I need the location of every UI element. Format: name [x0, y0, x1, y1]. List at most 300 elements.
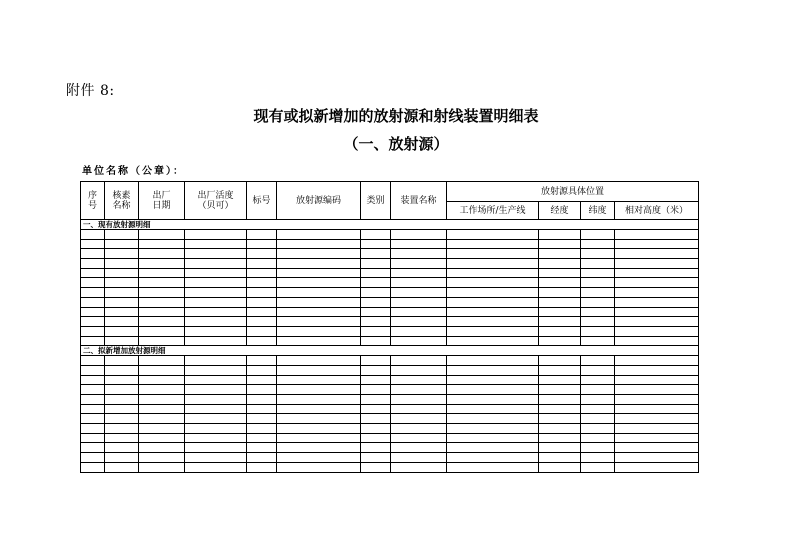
table-cell[interactable]: [277, 414, 361, 424]
table-cell[interactable]: [391, 414, 447, 424]
table-cell[interactable]: [185, 404, 247, 414]
table-cell[interactable]: [361, 443, 391, 453]
table-cell[interactable]: [185, 317, 247, 327]
table-cell[interactable]: [539, 297, 581, 307]
table-cell[interactable]: [247, 375, 277, 385]
table-cell[interactable]: [615, 356, 699, 366]
table-cell[interactable]: [361, 336, 391, 346]
table-cell[interactable]: [391, 278, 447, 288]
table-cell[interactable]: [615, 424, 699, 434]
table-cell[interactable]: [139, 307, 185, 317]
table-cell[interactable]: [277, 404, 361, 414]
table-cell[interactable]: [247, 395, 277, 405]
table-cell[interactable]: [247, 433, 277, 443]
table-cell[interactable]: [539, 230, 581, 240]
table-cell[interactable]: [81, 424, 105, 434]
table-cell[interactable]: [539, 453, 581, 463]
table-cell[interactable]: [81, 385, 105, 395]
table-cell[interactable]: [105, 395, 139, 405]
table-cell[interactable]: [139, 278, 185, 288]
table-cell[interactable]: [447, 259, 539, 269]
table-cell[interactable]: [277, 268, 361, 278]
table-cell[interactable]: [247, 297, 277, 307]
table-row: [81, 297, 699, 307]
table-cell[interactable]: [447, 385, 539, 395]
table-cell[interactable]: [105, 336, 139, 346]
table-cell[interactable]: [539, 462, 581, 472]
table-cell[interactable]: [105, 385, 139, 395]
table-cell[interactable]: [391, 395, 447, 405]
table-cell[interactable]: [447, 395, 539, 405]
table-cell[interactable]: [581, 404, 615, 414]
table-cell[interactable]: [81, 317, 105, 327]
table-cell[interactable]: [391, 239, 447, 249]
table-cell[interactable]: [539, 326, 581, 336]
table-cell[interactable]: [391, 230, 447, 240]
table-cell[interactable]: [139, 453, 185, 463]
table-cell[interactable]: [105, 462, 139, 472]
table-cell[interactable]: [447, 317, 539, 327]
table-cell[interactable]: [81, 297, 105, 307]
table-cell[interactable]: [105, 414, 139, 424]
table-cell[interactable]: [361, 365, 391, 375]
table-cell[interactable]: [81, 278, 105, 288]
table-cell[interactable]: [247, 336, 277, 346]
table-cell[interactable]: [447, 365, 539, 375]
table-cell[interactable]: [247, 414, 277, 424]
table-cell[interactable]: [81, 365, 105, 375]
table-cell[interactable]: [139, 326, 185, 336]
table-cell[interactable]: [539, 268, 581, 278]
table-cell[interactable]: [277, 278, 361, 288]
table-cell[interactable]: [391, 385, 447, 395]
table-cell[interactable]: [539, 307, 581, 317]
table-cell[interactable]: [581, 356, 615, 366]
table-cell[interactable]: [581, 365, 615, 375]
table-cell[interactable]: [81, 230, 105, 240]
table-cell[interactable]: [361, 395, 391, 405]
table-cell[interactable]: [615, 307, 699, 317]
table-cell[interactable]: [185, 375, 247, 385]
table-cell[interactable]: [247, 249, 277, 259]
table-cell[interactable]: [139, 336, 185, 346]
table-cell[interactable]: [581, 385, 615, 395]
table-cell[interactable]: [361, 326, 391, 336]
table-cell[interactable]: [277, 356, 361, 366]
table-cell[interactable]: [391, 288, 447, 298]
table-cell[interactable]: [277, 453, 361, 463]
page-subtitle: （一、放射源）: [343, 135, 449, 153]
table-cell[interactable]: [391, 404, 447, 414]
table-cell[interactable]: [615, 336, 699, 346]
table-cell[interactable]: [361, 375, 391, 385]
table-cell[interactable]: [105, 259, 139, 269]
table-cell[interactable]: [81, 288, 105, 298]
table-cell[interactable]: [615, 385, 699, 395]
table-cell[interactable]: [581, 317, 615, 327]
table-cell[interactable]: [105, 278, 139, 288]
table-cell[interactable]: [139, 297, 185, 307]
table-cell[interactable]: [139, 462, 185, 472]
table-cell[interactable]: [447, 443, 539, 453]
table-cell[interactable]: [81, 453, 105, 463]
section-header-row: [81, 346, 699, 356]
table-cell[interactable]: [277, 297, 361, 307]
table-cell[interactable]: [139, 404, 185, 414]
table-cell[interactable]: [185, 259, 247, 269]
table-cell[interactable]: [391, 356, 447, 366]
table-cell[interactable]: [391, 307, 447, 317]
table-cell[interactable]: [247, 278, 277, 288]
table-row: [81, 424, 699, 434]
table-cell[interactable]: [615, 249, 699, 259]
table-cell[interactable]: [391, 336, 447, 346]
table-cell[interactable]: [277, 230, 361, 240]
table-cell[interactable]: [361, 424, 391, 434]
table-cell[interactable]: [391, 462, 447, 472]
table-cell[interactable]: [185, 249, 247, 259]
table-cell[interactable]: [391, 297, 447, 307]
table-cell[interactable]: [361, 462, 391, 472]
table-cell[interactable]: [139, 356, 185, 366]
table-cell[interactable]: [277, 336, 361, 346]
table-cell[interactable]: [581, 297, 615, 307]
table-row: [81, 326, 699, 336]
table-cell[interactable]: [615, 365, 699, 375]
table-cell[interactable]: [539, 375, 581, 385]
table-cell[interactable]: [185, 268, 247, 278]
table-cell[interactable]: [105, 433, 139, 443]
table-cell[interactable]: [139, 288, 185, 298]
table-cell[interactable]: [139, 230, 185, 240]
table-cell[interactable]: [447, 297, 539, 307]
table-cell[interactable]: [391, 365, 447, 375]
table-cell[interactable]: [391, 424, 447, 434]
table-cell[interactable]: [615, 453, 699, 463]
table-cell[interactable]: [185, 288, 247, 298]
table-cell[interactable]: [391, 433, 447, 443]
table-cell[interactable]: [185, 433, 247, 443]
table-cell[interactable]: [615, 462, 699, 472]
table-cell[interactable]: [105, 365, 139, 375]
table-cell[interactable]: [185, 230, 247, 240]
table-cell[interactable]: [539, 414, 581, 424]
table-cell[interactable]: [277, 259, 361, 269]
table-cell[interactable]: [81, 433, 105, 443]
table-cell[interactable]: [247, 239, 277, 249]
table-cell[interactable]: [391, 326, 447, 336]
table-cell[interactable]: [247, 462, 277, 472]
table-cell[interactable]: [81, 326, 105, 336]
table-cell[interactable]: [581, 230, 615, 240]
table-cell[interactable]: [81, 462, 105, 472]
table-row: [81, 433, 699, 443]
table-cell[interactable]: [81, 404, 105, 414]
table-cell[interactable]: [185, 414, 247, 424]
table-cell[interactable]: [615, 268, 699, 278]
table-cell[interactable]: [185, 443, 247, 453]
table-cell[interactable]: [361, 385, 391, 395]
table-cell[interactable]: [581, 433, 615, 443]
table-cell[interactable]: [539, 278, 581, 288]
table-cell[interactable]: [247, 268, 277, 278]
table-cell[interactable]: [539, 443, 581, 453]
table-cell[interactable]: [447, 249, 539, 259]
table-cell[interactable]: [105, 326, 139, 336]
table-cell[interactable]: [581, 278, 615, 288]
table-cell[interactable]: [105, 453, 139, 463]
table-cell[interactable]: [391, 375, 447, 385]
table-cell[interactable]: [247, 230, 277, 240]
table-cell[interactable]: [185, 297, 247, 307]
table-cell[interactable]: [447, 414, 539, 424]
table-cell[interactable]: [185, 326, 247, 336]
table-cell[interactable]: [185, 462, 247, 472]
table-cell[interactable]: [447, 404, 539, 414]
section-header-row: [81, 220, 699, 230]
table-cell[interactable]: [539, 385, 581, 395]
table-cell[interactable]: [361, 239, 391, 249]
table-cell[interactable]: [581, 443, 615, 453]
table-cell[interactable]: [615, 230, 699, 240]
table-cell[interactable]: [581, 395, 615, 405]
table-cell[interactable]: [139, 375, 185, 385]
table-cell[interactable]: [247, 259, 277, 269]
table-cell[interactable]: [277, 288, 361, 298]
table-cell[interactable]: [139, 317, 185, 327]
table-cell[interactable]: [447, 462, 539, 472]
table-cell[interactable]: [105, 424, 139, 434]
table-cell[interactable]: [361, 414, 391, 424]
table-cell[interactable]: [105, 443, 139, 453]
table-cell[interactable]: [539, 239, 581, 249]
table-cell[interactable]: [277, 443, 361, 453]
table-cell[interactable]: [81, 249, 105, 259]
table-cell[interactable]: [615, 395, 699, 405]
table-cell[interactable]: [581, 453, 615, 463]
table-cell[interactable]: [539, 249, 581, 259]
table-cell[interactable]: [81, 268, 105, 278]
table-cell[interactable]: [247, 404, 277, 414]
table-row: [81, 259, 699, 269]
table-cell[interactable]: [391, 453, 447, 463]
table-cell[interactable]: [615, 433, 699, 443]
table-cell[interactable]: [81, 443, 105, 453]
table-cell[interactable]: [277, 424, 361, 434]
table-cell[interactable]: [391, 317, 447, 327]
table-cell[interactable]: [447, 424, 539, 434]
table-cell[interactable]: [539, 365, 581, 375]
table-cell[interactable]: [539, 404, 581, 414]
table-cell[interactable]: [361, 249, 391, 259]
table-cell[interactable]: [81, 356, 105, 366]
table-cell[interactable]: [615, 278, 699, 288]
table-cell[interactable]: [447, 453, 539, 463]
table-cell[interactable]: [361, 268, 391, 278]
table-cell[interactable]: [391, 268, 447, 278]
table-cell[interactable]: [361, 259, 391, 269]
table-cell[interactable]: [615, 297, 699, 307]
table-cell[interactable]: [361, 356, 391, 366]
table-cell[interactable]: [139, 433, 185, 443]
table-cell[interactable]: [247, 356, 277, 366]
table-cell[interactable]: [185, 239, 247, 249]
table-cell[interactable]: [139, 259, 185, 269]
table-cell[interactable]: [447, 307, 539, 317]
table-cell[interactable]: [277, 365, 361, 375]
table-cell[interactable]: [139, 414, 185, 424]
table-cell[interactable]: [139, 365, 185, 375]
table-cell[interactable]: [615, 375, 699, 385]
table-cell[interactable]: [81, 336, 105, 346]
table-cell[interactable]: [247, 453, 277, 463]
table-cell[interactable]: [447, 288, 539, 298]
table-cell[interactable]: [615, 443, 699, 453]
table-cell[interactable]: [139, 268, 185, 278]
table-cell[interactable]: [539, 433, 581, 443]
table-cell[interactable]: [539, 424, 581, 434]
table-cell[interactable]: [105, 307, 139, 317]
table-cell[interactable]: [391, 259, 447, 269]
table-cell[interactable]: [277, 462, 361, 472]
table-cell[interactable]: [539, 336, 581, 346]
table-cell[interactable]: [105, 317, 139, 327]
table-cell[interactable]: [447, 326, 539, 336]
table-cell[interactable]: [277, 239, 361, 249]
table-cell[interactable]: [185, 365, 247, 375]
table-cell[interactable]: [447, 336, 539, 346]
table-cell[interactable]: [105, 288, 139, 298]
table-cell[interactable]: [139, 249, 185, 259]
table-cell[interactable]: [185, 356, 247, 366]
table-cell[interactable]: [105, 375, 139, 385]
table-cell[interactable]: [81, 375, 105, 385]
table-cell[interactable]: [539, 288, 581, 298]
table-cell[interactable]: [277, 307, 361, 317]
table-cell[interactable]: [247, 365, 277, 375]
table-cell[interactable]: [361, 453, 391, 463]
table-cell[interactable]: [277, 317, 361, 327]
table-cell[interactable]: [185, 453, 247, 463]
table-cell[interactable]: [105, 297, 139, 307]
table-cell[interactable]: [539, 356, 581, 366]
header-latitude: 纬度: [581, 202, 615, 220]
table-cell[interactable]: [105, 249, 139, 259]
table-cell[interactable]: [277, 375, 361, 385]
table-cell[interactable]: [139, 239, 185, 249]
table-cell[interactable]: [361, 404, 391, 414]
table-cell[interactable]: [581, 375, 615, 385]
table-cell[interactable]: [185, 307, 247, 317]
table-cell[interactable]: [277, 249, 361, 259]
header-workplace: 工作场所/生产线: [447, 202, 539, 220]
table-cell[interactable]: [615, 414, 699, 424]
table-cell[interactable]: [277, 326, 361, 336]
table-cell[interactable]: [361, 288, 391, 298]
table-row: [81, 230, 699, 240]
table-cell[interactable]: [581, 249, 615, 259]
table-cell[interactable]: [447, 433, 539, 443]
table-cell[interactable]: [81, 259, 105, 269]
table-cell[interactable]: [615, 404, 699, 414]
table-cell[interactable]: [277, 433, 361, 443]
table-cell[interactable]: [447, 278, 539, 288]
table-cell[interactable]: [277, 385, 361, 395]
table-cell[interactable]: [615, 288, 699, 298]
table-cell[interactable]: [615, 239, 699, 249]
table-cell[interactable]: [81, 239, 105, 249]
table-cell[interactable]: [277, 395, 361, 405]
table-cell[interactable]: [447, 230, 539, 240]
table-cell[interactable]: [447, 268, 539, 278]
table-cell[interactable]: [139, 424, 185, 434]
table-cell[interactable]: [615, 326, 699, 336]
table-cell[interactable]: [581, 336, 615, 346]
table-cell[interactable]: [185, 336, 247, 346]
table-cell[interactable]: [105, 230, 139, 240]
table-cell[interactable]: [615, 259, 699, 269]
table-cell[interactable]: [581, 259, 615, 269]
table-cell[interactable]: [581, 424, 615, 434]
table-cell[interactable]: [581, 288, 615, 298]
table-cell[interactable]: [139, 395, 185, 405]
table-cell[interactable]: [139, 443, 185, 453]
table-cell[interactable]: [447, 239, 539, 249]
table-cell[interactable]: [185, 278, 247, 288]
table-cell[interactable]: [539, 259, 581, 269]
table-cell[interactable]: [185, 424, 247, 434]
table-cell[interactable]: [81, 414, 105, 424]
table-cell[interactable]: [581, 307, 615, 317]
table-cell[interactable]: [105, 404, 139, 414]
table-cell[interactable]: [391, 443, 447, 453]
table-cell[interactable]: [139, 385, 185, 395]
table-cell[interactable]: [361, 317, 391, 327]
table-cell[interactable]: [447, 356, 539, 366]
table-cell[interactable]: [105, 268, 139, 278]
table-cell[interactable]: [247, 288, 277, 298]
table-cell[interactable]: [581, 414, 615, 424]
table-cell[interactable]: [81, 395, 105, 405]
table-cell[interactable]: [105, 239, 139, 249]
table-cell[interactable]: [581, 462, 615, 472]
table-cell[interactable]: [361, 278, 391, 288]
table-cell[interactable]: [447, 375, 539, 385]
table-cell[interactable]: [247, 385, 277, 395]
table-cell[interactable]: [81, 307, 105, 317]
table-cell[interactable]: [361, 433, 391, 443]
table-cell[interactable]: [581, 239, 615, 249]
table-cell[interactable]: [185, 395, 247, 405]
table-cell[interactable]: [539, 395, 581, 405]
radioactive-source-table: [80, 181, 699, 473]
table-cell[interactable]: [105, 356, 139, 366]
table-cell[interactable]: [247, 443, 277, 453]
table-cell[interactable]: [581, 268, 615, 278]
table-cell[interactable]: [615, 317, 699, 327]
table-cell[interactable]: [247, 307, 277, 317]
table-cell[interactable]: [247, 326, 277, 336]
table-cell[interactable]: [247, 424, 277, 434]
table-cell[interactable]: [581, 326, 615, 336]
table-cell[interactable]: [361, 307, 391, 317]
table-cell[interactable]: [361, 230, 391, 240]
table-cell[interactable]: [539, 317, 581, 327]
table-cell[interactable]: [361, 297, 391, 307]
table-cell[interactable]: [391, 249, 447, 259]
table-cell[interactable]: [185, 385, 247, 395]
table-cell[interactable]: [247, 317, 277, 327]
